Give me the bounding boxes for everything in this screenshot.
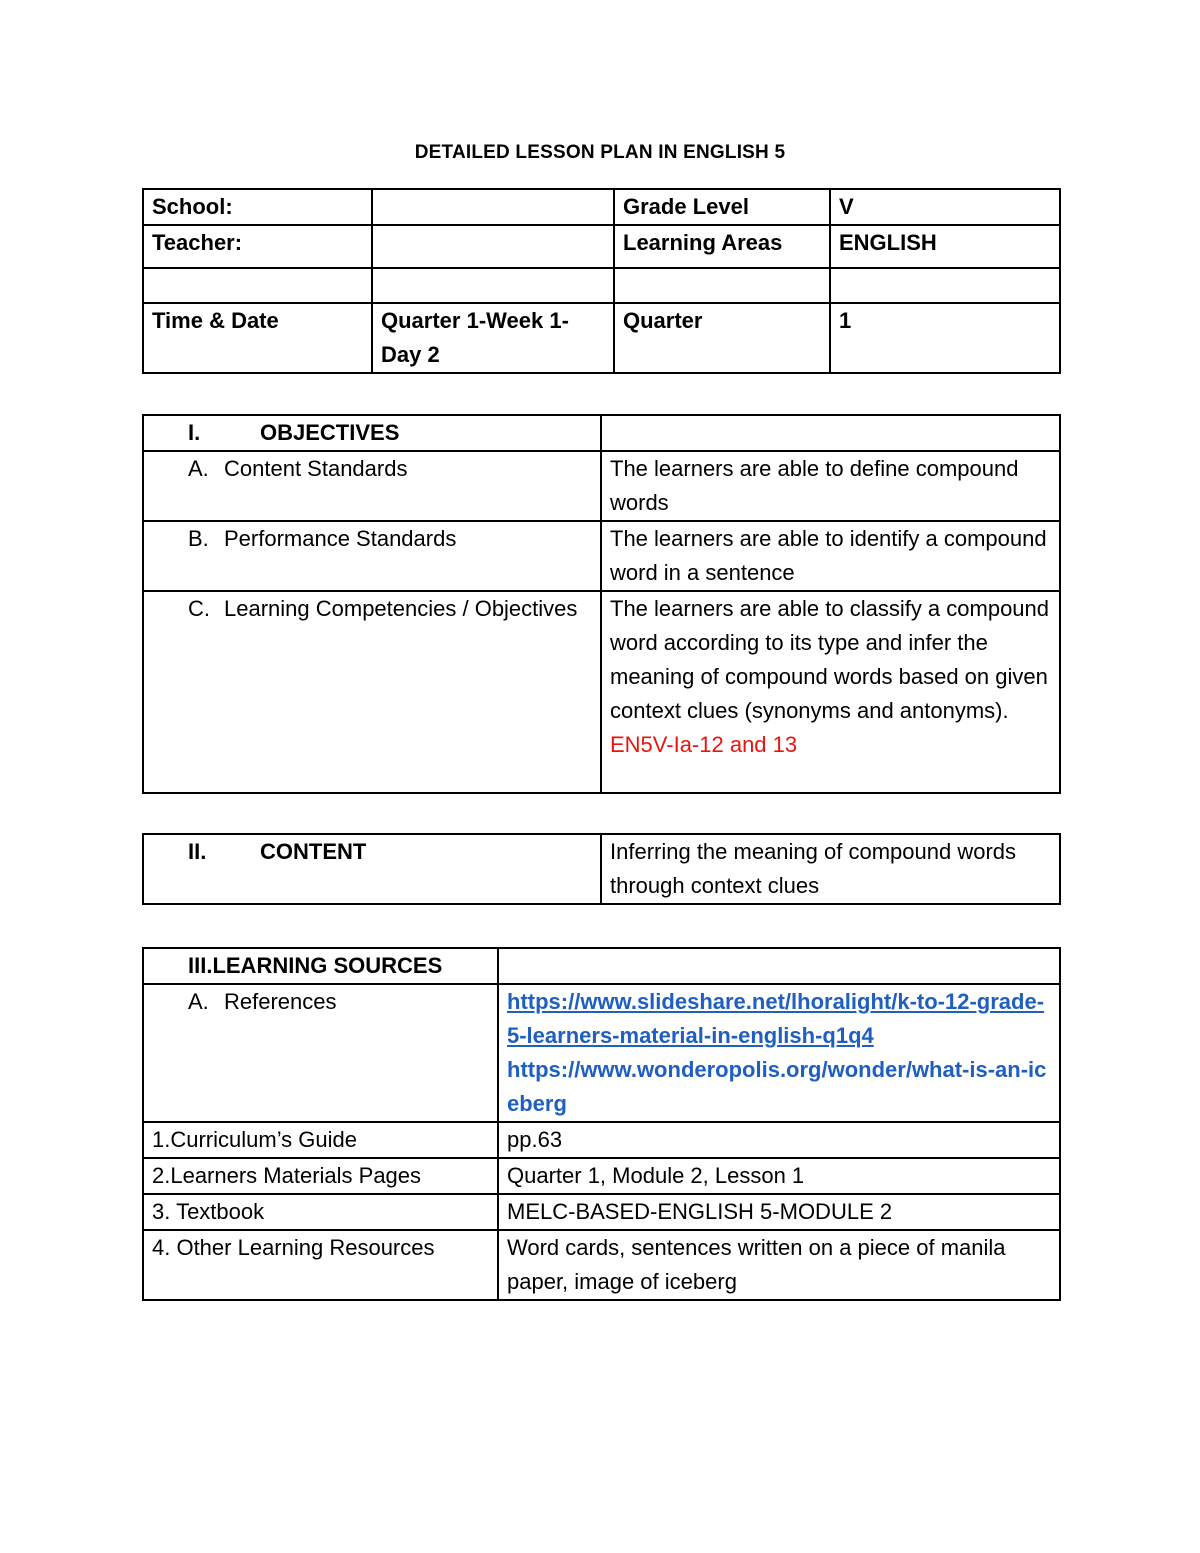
performance-standards-label: Performance Standards — [224, 526, 457, 551]
content-standards-label-cell — [143, 451, 601, 521]
content-row — [143, 834, 1060, 904]
content-table — [142, 833, 1061, 905]
empty-cell — [498, 948, 1060, 984]
quarter-value: 1 — [830, 303, 1060, 373]
other-resources-row — [143, 1230, 1060, 1300]
other-resources-label: 4. Other Learning Resources — [143, 1230, 498, 1300]
learners-materials-value: Quarter 1, Module 2, Lesson 1 — [498, 1158, 1060, 1194]
item-letter: A. — [188, 456, 209, 481]
quarter-label: Quarter — [614, 303, 830, 373]
textbook-row — [143, 1194, 1060, 1230]
textbook-value: MELC-BASED-ENGLISH 5-MODULE 2 — [498, 1194, 1060, 1230]
performance-standards-row — [143, 521, 1060, 591]
curriculum-guide-row — [143, 1122, 1060, 1158]
empty-cell — [372, 268, 614, 303]
learning-areas-value: ENGLISH — [830, 225, 1060, 268]
content-heading-cell — [143, 834, 601, 904]
header-row-time-date — [143, 303, 1060, 373]
content-text: Inferring the meaning of compound words through context clues — [601, 834, 1060, 904]
time-date-label: Time & Date — [143, 303, 372, 373]
competency-code: EN5V-Ia-12 and 13 — [610, 732, 798, 757]
content-standards-text: The learners are able to define compound words — [601, 451, 1060, 521]
teacher-value — [372, 225, 614, 268]
objectives-heading-cell — [143, 415, 601, 451]
references-row — [143, 984, 1060, 1122]
performance-standards-label-cell — [143, 521, 601, 591]
objectives-heading: OBJECTIVES — [260, 420, 400, 445]
objectives-heading-row — [143, 415, 1060, 451]
learning-competencies-row — [143, 591, 1060, 793]
time-date-value: Quarter 1-Week 1-Day 2 — [372, 303, 614, 373]
learning-areas-label: Learning Areas — [614, 225, 830, 268]
learning-sources-heading-row — [143, 948, 1060, 984]
performance-standards-text: The learners are able to identify a compound word in a sentence — [601, 521, 1060, 591]
header-row-teacher — [143, 225, 1060, 268]
learning-competencies-label-cell — [143, 591, 601, 793]
references-label-cell — [143, 984, 498, 1122]
grade-level-value: V — [830, 189, 1060, 225]
item-letter: A. — [188, 989, 209, 1014]
header-row-empty — [143, 268, 1060, 303]
references-label: References — [224, 989, 337, 1014]
content-heading: CONTENT — [260, 839, 367, 864]
textbook-label: 3. Textbook — [143, 1194, 498, 1230]
reference-link-slideshare[interactable]: https://www.slideshare.net/lhoralight/k-to-12-grade-5-learners-material-in-english-q1q4 — [507, 989, 1045, 1048]
teacher-label: Teacher: — [143, 225, 372, 268]
learners-materials-row — [143, 1158, 1060, 1194]
curriculum-guide-label: 1.Curriculum’s Guide — [143, 1122, 498, 1158]
empty-cell — [143, 268, 372, 303]
learning-competencies-label: Learning Competencies / Objectives — [224, 596, 578, 621]
header-table — [142, 188, 1061, 374]
objectives-table — [142, 414, 1061, 794]
school-value — [372, 189, 614, 225]
learning-sources-heading: III.LEARNING SOURCES — [143, 948, 498, 984]
learners-materials-label: 2.Learners Materials Pages — [143, 1158, 498, 1194]
empty-cell — [614, 268, 830, 303]
empty-cell — [830, 268, 1060, 303]
school-label: School: — [143, 189, 372, 225]
grade-level-label: Grade Level — [614, 189, 830, 225]
other-resources-value: Word cards, sentences written on a piece of manila paper, image of iceberg — [498, 1230, 1060, 1300]
header-row-school — [143, 189, 1060, 225]
document-title: DETAILED LESSON PLAN IN ENGLISH 5 — [414, 142, 786, 163]
learning-competencies-cell — [601, 591, 1060, 793]
empty-cell — [601, 415, 1060, 451]
references-links-cell — [498, 984, 1060, 1122]
item-letter: C. — [188, 596, 210, 621]
objectives-numeral: I. — [188, 420, 201, 445]
content-standards-row — [143, 451, 1060, 521]
reference-link-wonderopolis[interactable]: https://www.wonderopolis.org/wonder/what-is-an-iceberg — [507, 1057, 1047, 1116]
item-letter: B. — [188, 526, 209, 551]
learning-sources-table — [142, 947, 1061, 1301]
content-standards-label: Content Standards — [224, 456, 408, 481]
curriculum-guide-value: pp.63 — [498, 1122, 1060, 1158]
learning-competencies-text: The learners are able to classify a compound word according to its type and infer the meaning of compound words based on given context clues (synonyms and antonyms). — [610, 596, 1050, 723]
content-numeral: II. — [188, 839, 207, 864]
